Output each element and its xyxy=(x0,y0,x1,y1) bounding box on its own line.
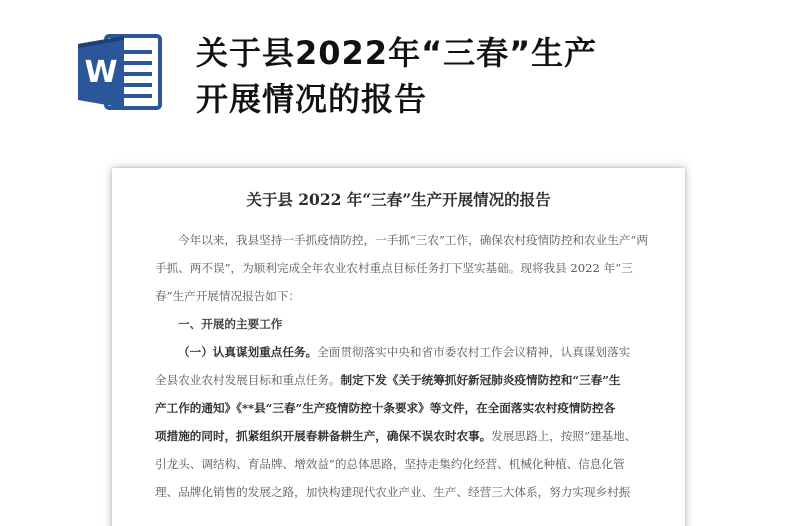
body-line: 今年以来，我县坚持一手抓疫情防控，一手抓“三农”工作，确保农村疫情防控和农业生产“两 xyxy=(178,233,648,247)
page-title-line-2: 开展情况的报告 xyxy=(196,80,428,118)
word-letter: W xyxy=(84,55,118,90)
subsection-heading: （一）认真谋划重点任务。 xyxy=(178,345,318,359)
document-body xyxy=(155,226,648,506)
page-title xyxy=(196,30,666,122)
body-text: 发展思路上，按照“建基地、 xyxy=(491,429,637,443)
body-text-bold: 制定下发《关于统筹抓好新冠肺炎疫情防控和“三春”生 xyxy=(340,373,621,387)
word-document-icon xyxy=(76,32,166,112)
body-line: 产工作的通知》《**县“三春”生产疫情防控十条要求》等文件，在全面落实农村疫情防控各 xyxy=(155,401,616,415)
body-line xyxy=(155,366,648,394)
body-text: 全面贯彻落实中央和省市委农村工作会议精神，认真谋划落实 xyxy=(317,345,631,359)
section-heading: 一、开展的主要工作 xyxy=(178,317,283,331)
body-line: 手抓、两不误”，为顺利完成全年农业农村重点目标任务打下坚实基础。现将我县 2022 年“三 xyxy=(155,261,633,275)
document-title: 关于县 2022 年“三春”生产开展情况的报告 xyxy=(246,190,551,209)
body-line xyxy=(155,338,648,366)
body-line: 引龙头、调结构、育品牌、增效益”的总体思路，坚持走集约化经营、机械化种植、信息化管 xyxy=(155,457,625,471)
body-text: 全县农业农村发展目标和重点任务。 xyxy=(155,373,341,387)
page-title-line-1: 关于县2022年“三春”生产 xyxy=(196,34,598,72)
body-line xyxy=(155,422,648,450)
header-banner xyxy=(0,0,800,160)
document-page-preview xyxy=(112,168,685,526)
body-line: 理、品牌化销售的发展之路，加快构建现代农业产业、生产、经营三大体系，努力实现乡村振 xyxy=(155,485,631,499)
body-line: 春”生产开展情况报告如下： xyxy=(155,289,301,303)
body-text-bold: 项措施的同时，抓紧组织开展春耕备耕生产，确保不误农时农事。 xyxy=(155,429,492,443)
